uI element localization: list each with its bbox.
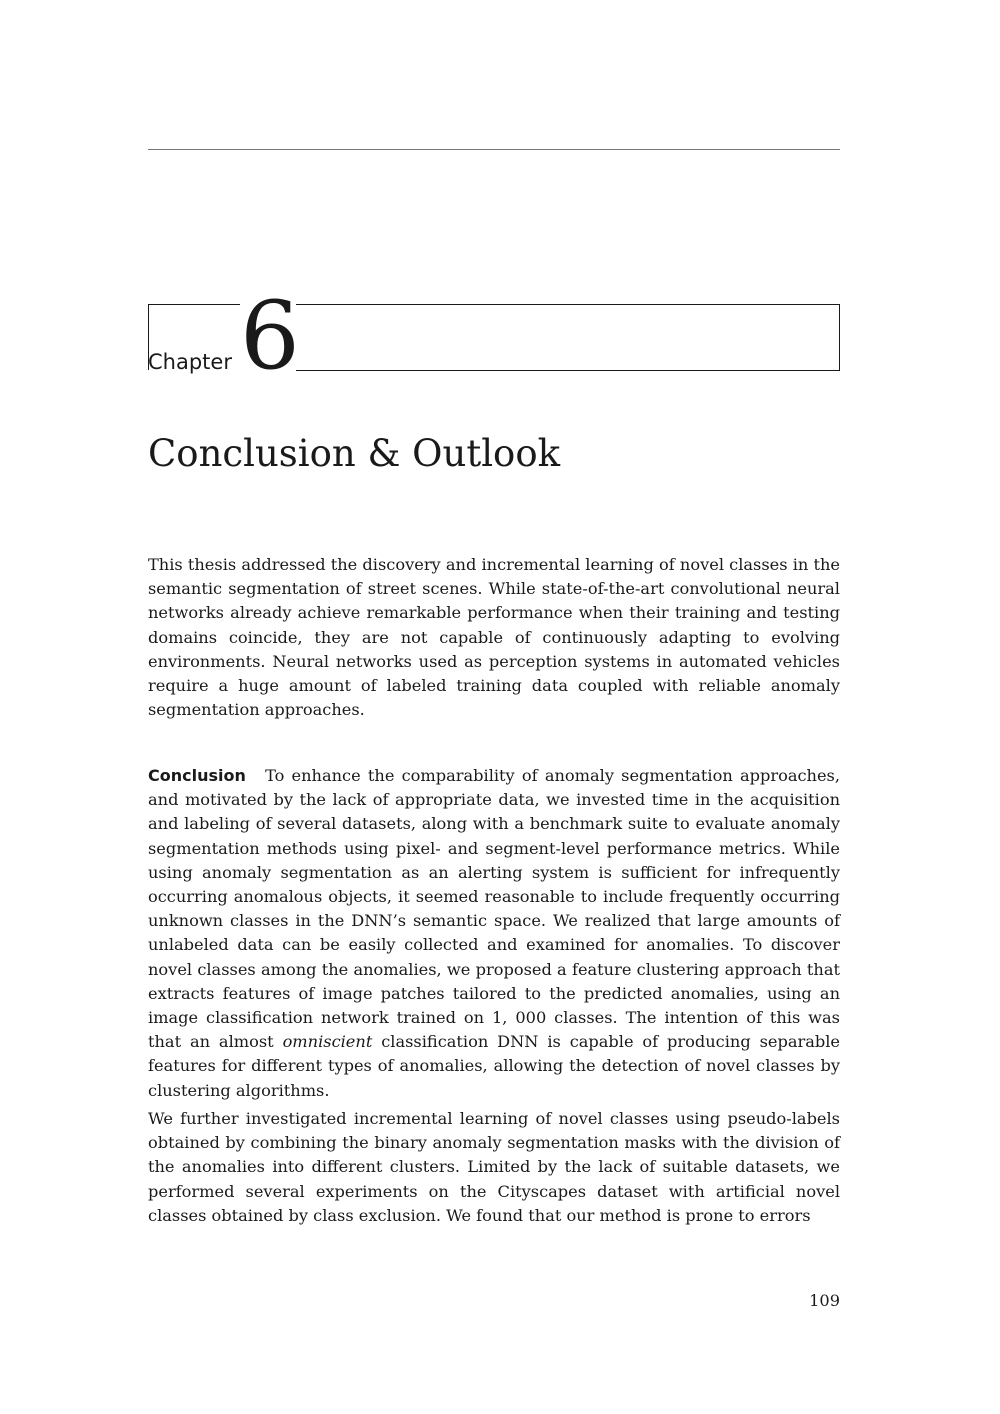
chapter-title: Conclusion & Outlook bbox=[148, 432, 561, 475]
conclusion-text-before: To enhance the comparability of anomaly segmentation approaches, and motivated by the lack of appropriate data, we invested time in the acquisition and labeling of several datasets, along with a benchmark suite to evaluate anomaly segmentation methods using pixel- and segment-level performance metrics. While using anomaly segmentation as an alerting system is sufficient for infrequently occurring anomalous objects, it seemed reasonable to include frequently occurring unknown classes in the DNN’s semantic space. We realized that large amounts of unlabeled data can be easily collected and examined for anomalies. To discover novel classes among the anomalies, we proposed a feature clustering approach that extracts features of image patches tailored to the predicted anomalies, using an image classification network trained on 1, 000 classes. The intention of this was that an almost bbox=[148, 766, 840, 1052]
conclusion-emphasis: omniscient bbox=[282, 1032, 373, 1052]
conclusion-heading: Conclusion bbox=[148, 766, 246, 785]
chapter-label: Chapter bbox=[148, 350, 232, 374]
frame-top-right-line bbox=[296, 304, 840, 305]
intro-paragraph: This thesis addressed the discovery and incremental learning of novel classes in the semantic segmentation of street scenes. While state-of-the-art convolutional neural networks already achieve remarkable performance when their training and testing domains coincide, they are not capable of continuously adapting to evolving environments. Neural networks used as perception systems in automated vehicles require a huge amount of labeled training data coupled with reliable anomaly segmentation approaches. bbox=[148, 555, 840, 720]
further-paragraph: We further investigated incremental learning of novel classes using pseudo-labels obtained by combining the binary anomaly segmentation masks with the division of the anomalies into different clusters. Limited by the lack of suitable datasets, we performed several experiments on the Cityscapes dataset with artificial novel classes obtained by class exclusion. We found that our method is prone to errors bbox=[148, 1109, 840, 1225]
conclusion-paragraph bbox=[148, 764, 840, 1103]
conclusion-text-after: classification DNN is capable of producing separable features for different types of anomalies, allowing the detection of novel classes by clustering algorithms. bbox=[148, 1032, 840, 1100]
chapter-number: 6 bbox=[240, 282, 300, 391]
frame-right-line bbox=[839, 304, 840, 370]
frame-top-left-line bbox=[148, 304, 240, 305]
chapter-heading-frame bbox=[148, 282, 840, 391]
page-number: 109 bbox=[809, 1291, 840, 1310]
frame-bottom-line bbox=[296, 370, 840, 371]
header-rule bbox=[148, 149, 840, 150]
